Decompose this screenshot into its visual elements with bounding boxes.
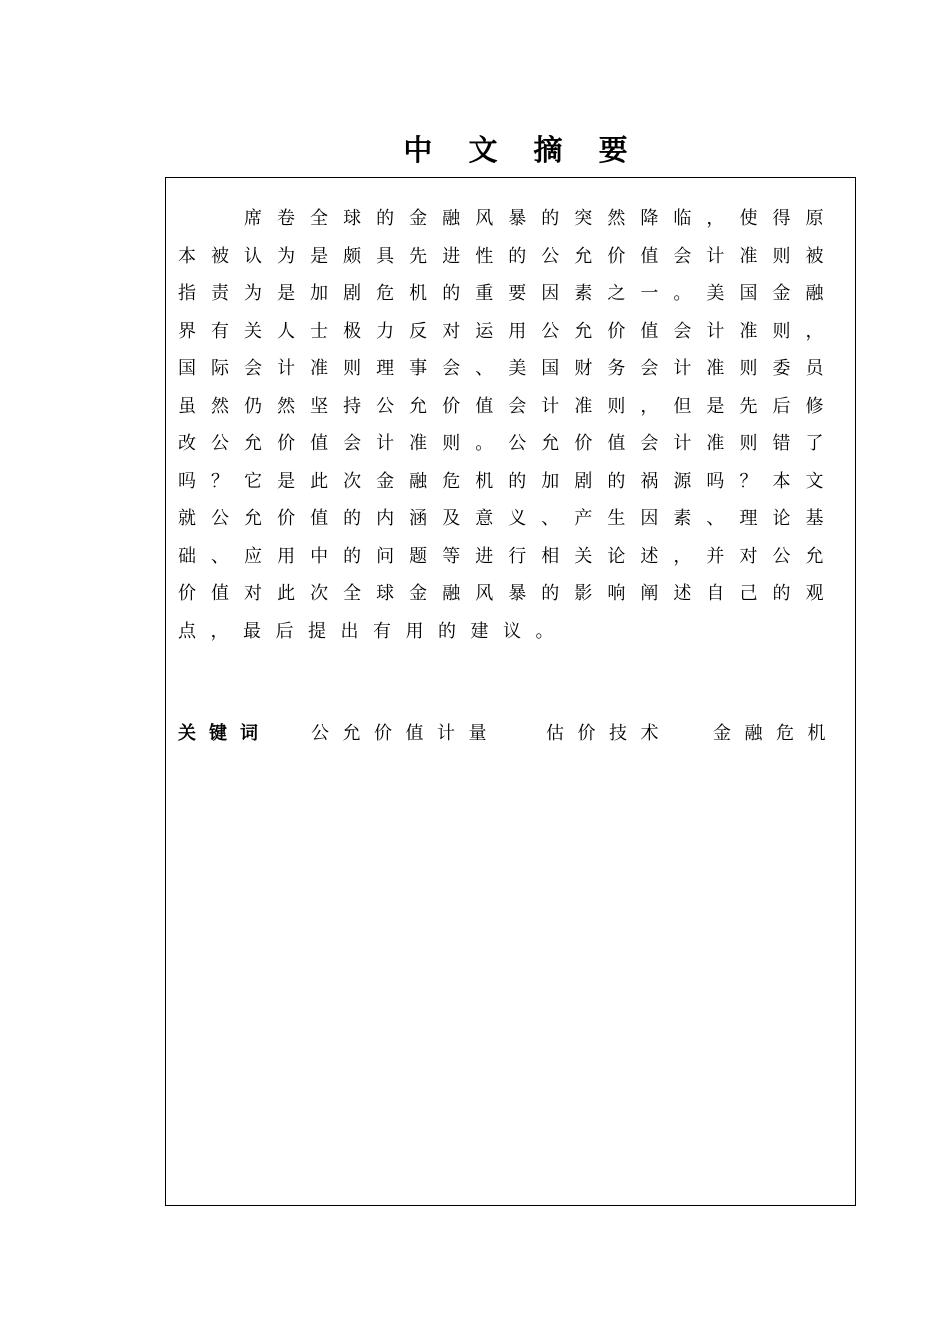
page-title: 中 文 摘 要 [403, 133, 641, 167]
keyword-item: 金融危机 [713, 723, 839, 744]
keyword-item: 估价技术 [546, 723, 672, 744]
abstract-text: 席卷全球的金融风暴的突然降临，使得原本被认为是颇具先进性的公允价值会计准则被指责为是加剧危机的重要因素之一。美国金融界有关人士极力反对运用公允价值会计准则，国际会计准则理事会、美国财务会计准则委员虽然仍然坚持公允价值会计准则，但是先后修改公允价值会计准则。公允价值会计准则错了吗？它是此次金融危机的加剧的祸源吗？本文就公允价值的内涵及意义、产生因素、理论基础、应用中的问题等进行相关论述，并对公允价值对此次全球金融风暴的影响阐述自己的观点，最后提出有用的建议。 [178, 208, 838, 642]
keywords-label: 关键词 [178, 723, 271, 744]
keywords-row [178, 715, 848, 753]
abstract-box [165, 177, 856, 1206]
keyword-item: 公允价值计量 [311, 723, 500, 744]
